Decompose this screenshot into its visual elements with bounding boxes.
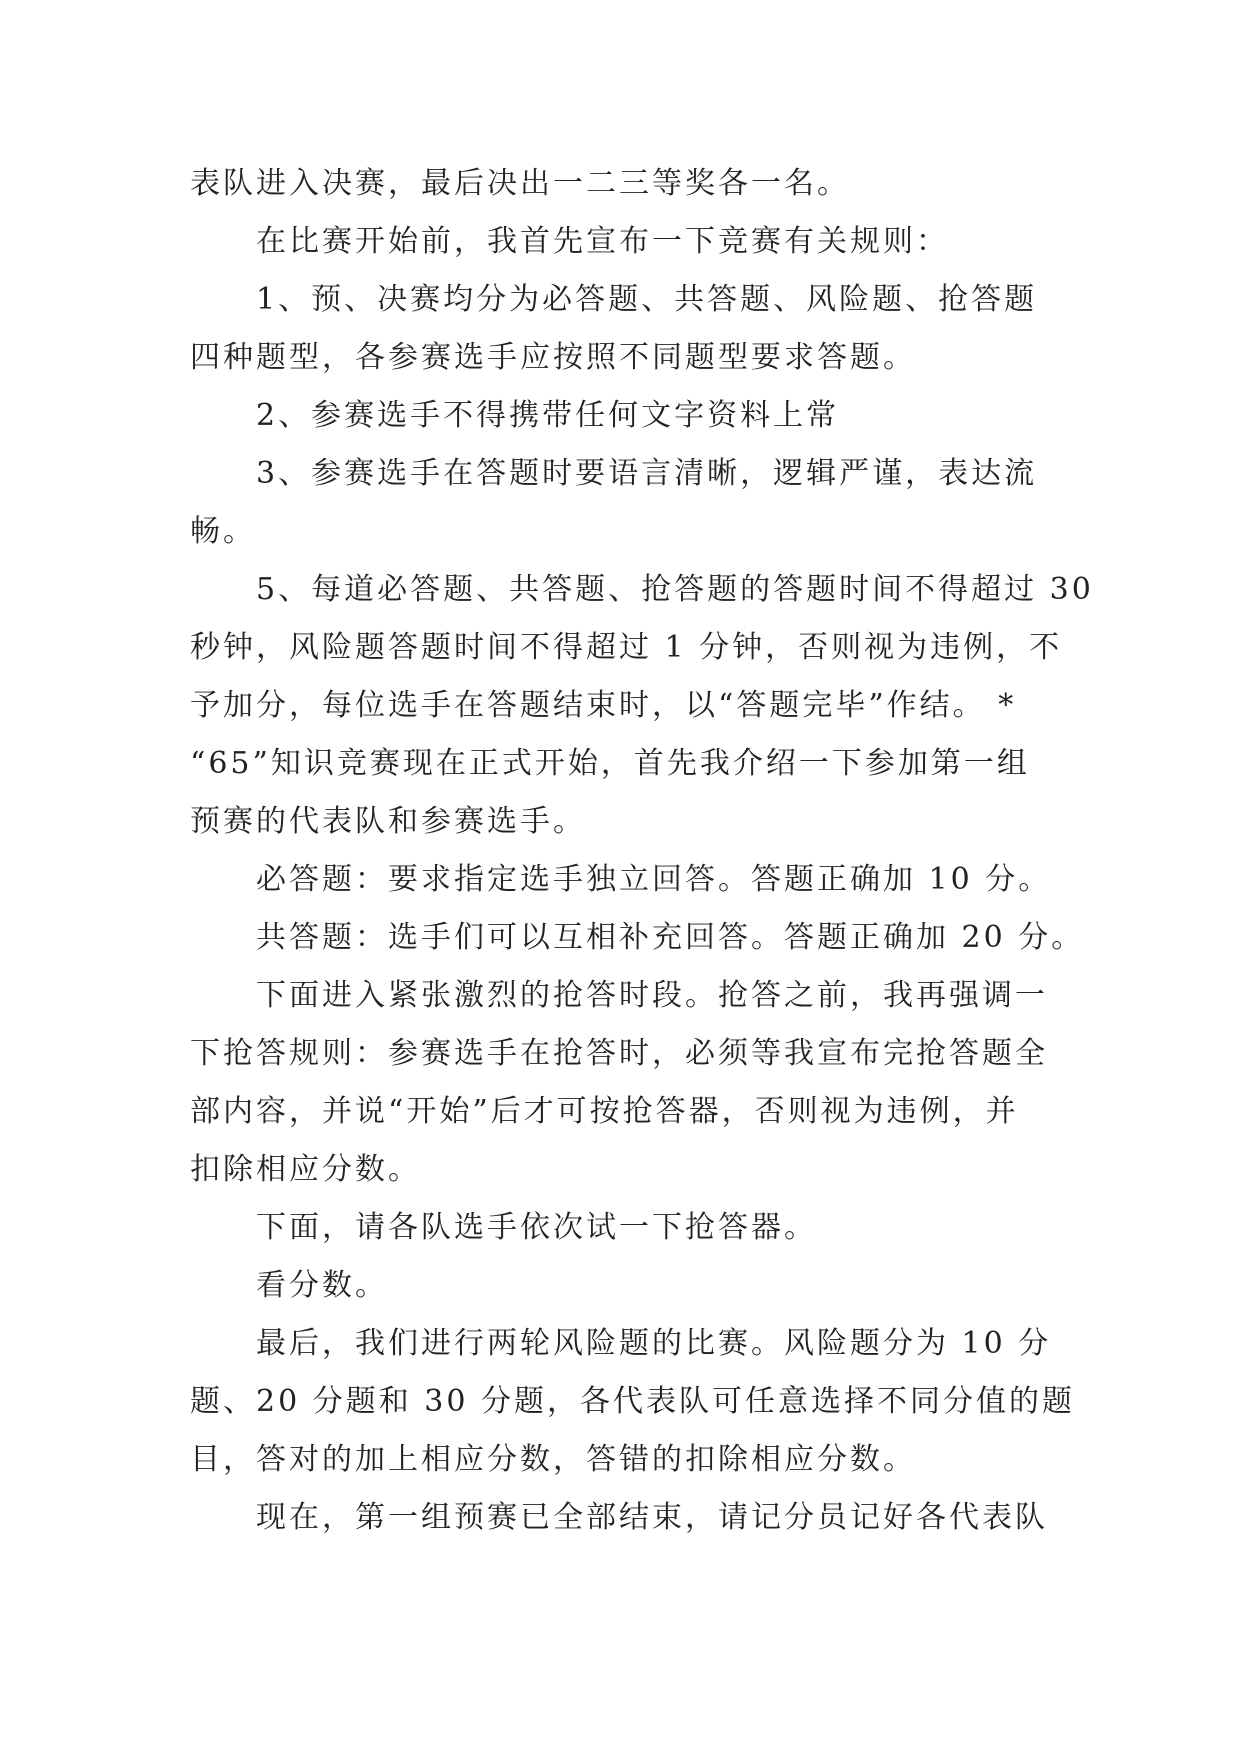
- text-line: 2、参赛选手不得携带任何文字资料上常: [256, 398, 840, 433]
- text-line: 看分数。: [256, 1268, 388, 1303]
- text-line: 最后，我们进行两轮风险题的比赛。风险题分为 10 分: [256, 1326, 1052, 1361]
- paragraph-scores: [190, 1257, 1050, 1315]
- text-line: 予加分，每位选手在答题结束时，以“答题完毕”作结。 *: [190, 688, 1017, 723]
- document-body: [190, 155, 1094, 1547]
- paragraph-buzzer-rules: [190, 967, 1050, 1199]
- text-line: 扣除相应分数。: [190, 1152, 421, 1187]
- text-line: 四种题型，各参赛选手应按照不同题型要求答题。: [190, 340, 916, 375]
- text-line: 秒钟，风险题答题时间不得超过 1 分钟，否则视为违例，不: [190, 630, 1063, 665]
- text-line: 下抢答规则：参赛选手在抢答时，必须等我宣布完抢答题全: [190, 1036, 1048, 1071]
- text-line: 题、20 分题和 30 分题，各代表队可任意选择不同分值的题: [190, 1384, 1075, 1419]
- text-line: 共答题：选手们可以互相补充回答。答题正确加 20 分。: [256, 920, 1085, 955]
- text-line: 畅。: [190, 514, 256, 549]
- text-line: 部内容，并说“开始”后才可按抢答器，否则视为违例，并: [190, 1094, 1019, 1129]
- text-line: 目，答对的加上相应分数，答错的扣除相应分数。: [190, 1442, 916, 1477]
- text-line: 必答题：要求指定选手独立回答。答题正确加 10 分。: [256, 862, 1052, 897]
- text-line: “65”知识竞赛现在正式开始，首先我介绍一下参加第一组: [190, 746, 1030, 781]
- paragraph-rule-5: [190, 561, 1094, 851]
- text-line: 1、预、决赛均分为必答题、共答题、风险题、抢答题: [256, 282, 1038, 317]
- paragraph-rule-3: [190, 445, 1050, 561]
- paragraph-rule-2: [190, 387, 1050, 445]
- text-line: 3、参赛选手在答题时要语言清晰，逻辑严谨，表达流: [256, 456, 1038, 491]
- text-line: 5、每道必答题、共答题、抢答题的答题时间不得超过 30: [256, 572, 1094, 607]
- paragraph-rule-1: [190, 271, 1050, 387]
- paragraph-required-questions: [190, 851, 1050, 909]
- text-line: 预赛的代表队和参赛选手。: [190, 804, 586, 839]
- paragraph-shared-questions: [190, 909, 1085, 967]
- paragraph-final-intro: [190, 155, 1050, 213]
- text-line: 下面进入紧张激烈的抢答时段。抢答之前，我再强调一: [256, 978, 1048, 1013]
- paragraph-buzzer-test: [190, 1199, 1050, 1257]
- text-line: 在比赛开始前，我首先宣布一下竞赛有关规则：: [256, 224, 949, 259]
- paragraph-rules-intro: [190, 213, 1050, 271]
- text-line: 表队进入决赛，最后决出一二三等奖各一名。: [190, 166, 850, 201]
- text-line: 现在，第一组预赛已全部结束，请记分员记好各代表队: [256, 1500, 1048, 1535]
- text-line: 下面，请各队选手依次试一下抢答器。: [256, 1210, 817, 1245]
- paragraph-risk-questions: [190, 1315, 1075, 1489]
- paragraph-group-end: [190, 1489, 1050, 1547]
